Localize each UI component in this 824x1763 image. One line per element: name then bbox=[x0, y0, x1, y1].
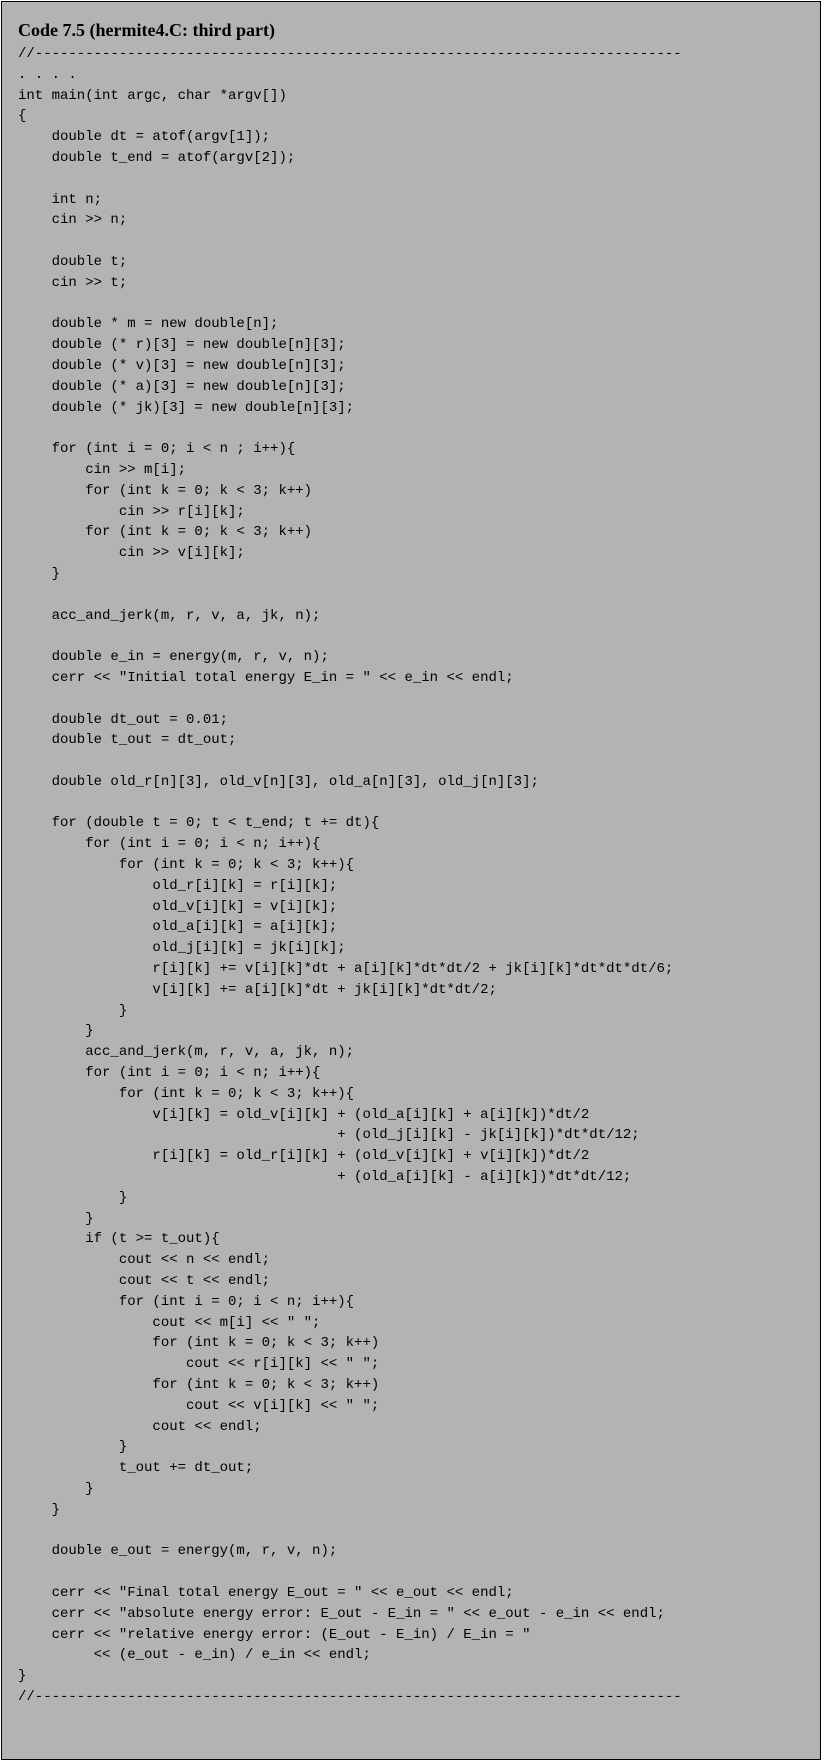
code-line: cin >> r[i][k]; bbox=[18, 503, 245, 520]
code-line: double t; bbox=[18, 253, 128, 270]
code-line: } bbox=[18, 1668, 27, 1685]
code-listing-lines bbox=[18, 44, 682, 1708]
code-line: cout << t << endl; bbox=[18, 1273, 271, 1290]
code-line: double e_out = energy(m, r, v, n); bbox=[18, 1543, 338, 1560]
code-line: double (* v)[3] = new double[n][3]; bbox=[18, 357, 346, 374]
code-line: + (old_a[i][k] - a[i][k])*dt*dt/12; bbox=[18, 1169, 632, 1186]
code-line: old_r[i][k] = r[i][k]; bbox=[18, 877, 338, 894]
code-line: cout << endl; bbox=[18, 1418, 262, 1435]
code-line: double t_end = atof(argv[2]); bbox=[18, 149, 296, 166]
code-line: int n; bbox=[18, 191, 103, 208]
code-line bbox=[18, 626, 682, 647]
code-line: for (int k = 0; k < 3; k++) bbox=[18, 524, 313, 541]
code-line: old_a[i][k] = a[i][k]; bbox=[18, 919, 338, 936]
code-line: old_j[i][k] = jk[i][k]; bbox=[18, 940, 346, 957]
code-line: } bbox=[18, 1189, 128, 1206]
code-line: acc_and_jerk(m, r, v, a, jk, n); bbox=[18, 607, 321, 624]
code-line: cerr << "absolute energy error: E_out - E_in = " << e_out - e_in << endl; bbox=[18, 1605, 665, 1622]
code-line bbox=[18, 169, 682, 190]
code-line: r[i][k] += v[i][k]*dt + a[i][k]*dt*dt/2 + jk[i][k]*dt*dt*dt/6; bbox=[18, 961, 674, 978]
code-line: } bbox=[18, 1439, 128, 1456]
code-line: cerr << "Initial total energy E_in = " << e_in << endl; bbox=[18, 669, 514, 686]
code-line: for (int k = 0; k < 3; k++) bbox=[18, 1335, 380, 1352]
code-line: for (int k = 0; k < 3; k++) bbox=[18, 1377, 380, 1393]
code-line: double * m = new double[n]; bbox=[18, 316, 279, 333]
code-line: for (int k = 0; k < 3; k++){ bbox=[18, 857, 355, 874]
code-line: cout << m[i] << " "; bbox=[18, 1314, 321, 1331]
code-line bbox=[18, 751, 682, 772]
code-line: { bbox=[18, 108, 27, 125]
code-line: cin >> n; bbox=[18, 212, 128, 229]
code-line: cin >> m[i]; bbox=[18, 461, 187, 478]
code-line bbox=[18, 231, 682, 252]
code-line: } bbox=[18, 1480, 94, 1497]
code-line: r[i][k] = old_r[i][k] + (old_v[i][k] + v[i][k])*dt/2 bbox=[18, 1148, 590, 1165]
code-line: for (int i = 0; i < n; i++){ bbox=[18, 836, 321, 853]
code-line: cout << r[i][k] << " "; bbox=[18, 1356, 380, 1373]
code-line: //----------------------------------------------------------------------------- bbox=[18, 1688, 682, 1705]
code-line bbox=[18, 418, 682, 439]
code-line: double dt = atof(argv[1]); bbox=[18, 129, 271, 146]
code-line: double dt_out = 0.01; bbox=[18, 711, 229, 728]
code-line: cerr << "relative energy error: (E_out - E_in) / E_in = " bbox=[18, 1626, 531, 1643]
code-line: double (* a)[3] = new double[n][3]; bbox=[18, 378, 346, 395]
code-line: double e_in = energy(m, r, v, n); bbox=[18, 649, 329, 666]
code-line: } bbox=[18, 1002, 128, 1019]
code-line bbox=[18, 689, 682, 710]
code-line bbox=[18, 294, 682, 315]
code-line: double old_r[n][3], old_v[n][3], old_a[n][3], old_j[n][3]; bbox=[18, 773, 539, 790]
code-line: v[i][k] = old_v[i][k] + (old_a[i][k] + a[i][k])*dt/2 bbox=[18, 1106, 590, 1123]
code-line: for (int i = 0; i < n; i++){ bbox=[18, 1293, 355, 1310]
code-line: } bbox=[18, 565, 61, 582]
code-listing-title: Code 7.5 (hermite4.C: third part) bbox=[18, 20, 275, 40]
code-line: } bbox=[18, 1501, 61, 1518]
code-line: cout << v[i][k] << " "; bbox=[18, 1397, 380, 1414]
code-line: } bbox=[18, 1210, 94, 1227]
code-listing-box bbox=[1, 1, 821, 1760]
code-line: double t_out = dt_out; bbox=[18, 732, 237, 749]
code-line: } bbox=[18, 1023, 94, 1040]
code-line: . . . . bbox=[18, 66, 77, 83]
code-line: for (int i = 0; i < n ; i++){ bbox=[18, 441, 296, 458]
code-line: if (t >= t_out){ bbox=[18, 1231, 220, 1248]
code-line: v[i][k] += a[i][k]*dt + jk[i][k]*dt*dt/2; bbox=[18, 981, 497, 998]
code-line: for (int k = 0; k < 3; k++) bbox=[18, 482, 313, 499]
code-line: for (double t = 0; t < t_end; t += dt){ bbox=[18, 815, 380, 832]
code-line bbox=[18, 1562, 682, 1583]
code-line: << (e_out - e_in) / e_in << endl; bbox=[18, 1647, 371, 1664]
code-line: int main(int argc, char *argv[]) bbox=[18, 87, 287, 104]
code-line: //----------------------------------------------------------------------------- bbox=[18, 46, 682, 62]
code-line: cin >> t; bbox=[18, 274, 128, 291]
code-line: cin >> v[i][k]; bbox=[18, 545, 245, 562]
code-line: for (int i = 0; i < n; i++){ bbox=[18, 1065, 321, 1082]
code-line: acc_and_jerk(m, r, v, a, jk, n); bbox=[18, 1044, 355, 1061]
code-line bbox=[18, 585, 682, 606]
code-line bbox=[18, 1521, 682, 1542]
code-line: for (int k = 0; k < 3; k++){ bbox=[18, 1085, 355, 1102]
code-line: cerr << "Final total energy E_out = " << e_out << endl; bbox=[18, 1584, 514, 1601]
code-line: + (old_j[i][k] - jk[i][k])*dt*dt/12; bbox=[18, 1127, 640, 1144]
code-line: t_out += dt_out; bbox=[18, 1460, 254, 1477]
code-line: double (* r)[3] = new double[n][3]; bbox=[18, 337, 346, 354]
code-line bbox=[18, 793, 682, 814]
code-line: old_v[i][k] = v[i][k]; bbox=[18, 898, 338, 915]
code-line: cout << n << endl; bbox=[18, 1252, 271, 1269]
code-line: double (* jk)[3] = new double[n][3]; bbox=[18, 399, 355, 416]
